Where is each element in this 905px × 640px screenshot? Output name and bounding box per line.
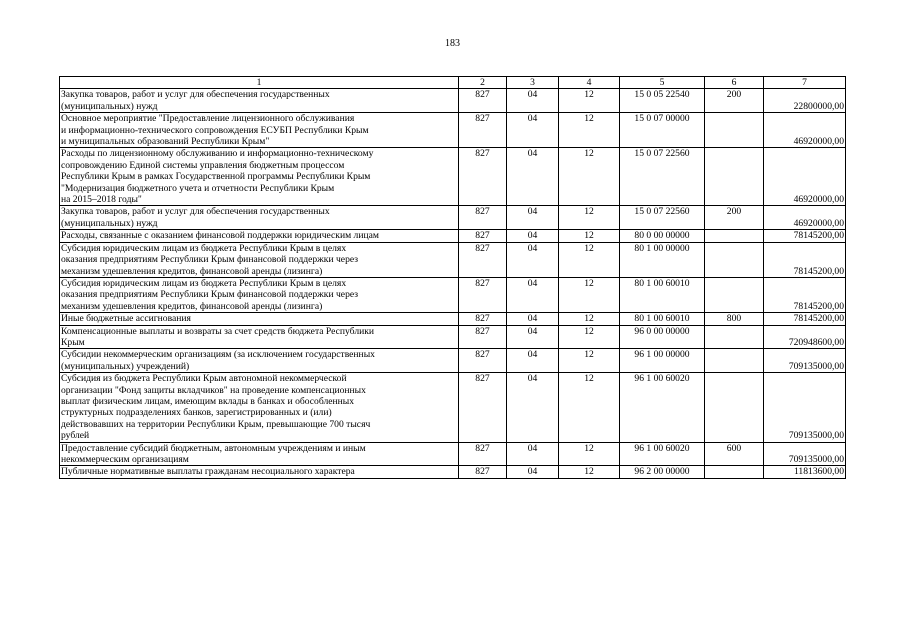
row-subsection-code: 12 xyxy=(559,466,620,478)
row-description: Предоставление субсидий бюджетным, автономным учреждениям и иным некоммерческим организациям xyxy=(60,442,459,466)
column-header-4: 4 xyxy=(559,77,620,89)
row-ministry-code: 827 xyxy=(459,442,507,466)
row-subsection-code: 12 xyxy=(559,277,620,312)
row-target-article: 80 1 00 60010 xyxy=(620,313,705,325)
row-ministry-code: 827 xyxy=(459,277,507,312)
row-subsection-code: 12 xyxy=(559,89,620,113)
table-row xyxy=(60,442,846,466)
row-expense-type xyxy=(705,373,764,442)
budget-table-body xyxy=(60,77,846,479)
column-header-7: 7 xyxy=(764,77,846,89)
column-number-row xyxy=(60,77,846,89)
row-ministry-code: 827 xyxy=(459,113,507,148)
row-subsection-code: 12 xyxy=(559,230,620,242)
row-expense-type xyxy=(705,466,764,478)
row-description: Публичные нормативные выплаты гражданам несоциального характера xyxy=(60,466,459,478)
row-section-code: 04 xyxy=(507,349,559,373)
row-amount: 46920000,00 xyxy=(764,113,846,148)
row-target-article: 15 0 07 00000 xyxy=(620,113,705,148)
row-description: Расходы по лицензионному обслуживанию и информационно-техническому сопровождению Единой системы управления бюджетным процессом Республики Крым в рамках Государственной программы Республики Крым "Модернизация бюджетного учета и отчетности Республики Крым на 2015–2018 годы" xyxy=(60,148,459,206)
row-amount: 720948600,00 xyxy=(764,325,846,349)
row-subsection-code: 12 xyxy=(559,206,620,230)
row-expense-type xyxy=(705,325,764,349)
row-description: Расходы, связанные с оказанием финансовой поддержки юридическим лицам xyxy=(60,230,459,242)
row-target-article: 15 0 07 22560 xyxy=(620,206,705,230)
table-row xyxy=(60,466,846,478)
row-target-article: 15 0 05 22540 xyxy=(620,89,705,113)
row-expense-type xyxy=(705,113,764,148)
row-expense-type: 600 xyxy=(705,442,764,466)
row-subsection-code: 12 xyxy=(559,313,620,325)
row-target-article: 96 0 00 00000 xyxy=(620,325,705,349)
column-header-5: 5 xyxy=(620,77,705,89)
budget-table xyxy=(59,76,846,479)
row-ministry-code: 827 xyxy=(459,148,507,206)
row-description: Субсидии некоммерческим организациям (за исключением государственных (муниципальных) учреждений) xyxy=(60,349,459,373)
row-section-code: 04 xyxy=(507,466,559,478)
row-amount: 22800000,00 xyxy=(764,89,846,113)
row-amount: 709135000,00 xyxy=(764,373,846,442)
row-expense-type xyxy=(705,230,764,242)
row-section-code: 04 xyxy=(507,206,559,230)
row-amount: 78145200,00 xyxy=(764,230,846,242)
row-expense-type xyxy=(705,242,764,277)
row-ministry-code: 827 xyxy=(459,373,507,442)
row-amount: 78145200,00 xyxy=(764,242,846,277)
row-description: Закупка товаров, работ и услуг для обеспечения государственных (муниципальных) нужд xyxy=(60,206,459,230)
row-expense-type xyxy=(705,277,764,312)
row-section-code: 04 xyxy=(507,113,559,148)
row-target-article: 80 0 00 00000 xyxy=(620,230,705,242)
row-target-article: 96 1 00 60020 xyxy=(620,442,705,466)
table-row xyxy=(60,242,846,277)
row-amount: 709135000,00 xyxy=(764,442,846,466)
row-ministry-code: 827 xyxy=(459,466,507,478)
row-target-article: 96 2 00 00000 xyxy=(620,466,705,478)
column-header-3: 3 xyxy=(507,77,559,89)
row-expense-type: 800 xyxy=(705,313,764,325)
row-subsection-code: 12 xyxy=(559,373,620,442)
row-amount: 46920000,00 xyxy=(764,148,846,206)
column-header-6: 6 xyxy=(705,77,764,89)
row-description: Субсидия юридическим лицам из бюджета Республики Крым в целях оказания предприятиям Республики Крым финансовой поддержки через механизм удешевления кредитов, финансовой аренды (лизинга) xyxy=(60,277,459,312)
row-section-code: 04 xyxy=(507,148,559,206)
row-section-code: 04 xyxy=(507,325,559,349)
table-row xyxy=(60,349,846,373)
row-subsection-code: 12 xyxy=(559,325,620,349)
row-subsection-code: 12 xyxy=(559,242,620,277)
row-description: Субсидия из бюджета Республики Крым автономной некоммерческой организации "Фонд защиты вкладчиков" на проведение компенсационных выплат физическим лицам, имеющим вклады в банках и обособленных структурных подразделениях банков, зарегистрированных и (или) действовавших на территории Республики Крым, превышающие 700 тысяч рублей xyxy=(60,373,459,442)
row-subsection-code: 12 xyxy=(559,349,620,373)
row-target-article: 15 0 07 22560 xyxy=(620,148,705,206)
table-row xyxy=(60,89,846,113)
row-expense-type: 200 xyxy=(705,89,764,113)
column-header-2: 2 xyxy=(459,77,507,89)
row-subsection-code: 12 xyxy=(559,148,620,206)
row-expense-type xyxy=(705,148,764,206)
table-row xyxy=(60,206,846,230)
table-row xyxy=(60,325,846,349)
row-ministry-code: 827 xyxy=(459,230,507,242)
row-amount: 78145200,00 xyxy=(764,277,846,312)
row-amount: 46920000,00 xyxy=(764,206,846,230)
row-amount: 78145200,00 xyxy=(764,313,846,325)
row-ministry-code: 827 xyxy=(459,313,507,325)
row-section-code: 04 xyxy=(507,277,559,312)
table-row xyxy=(60,313,846,325)
row-ministry-code: 827 xyxy=(459,206,507,230)
row-section-code: 04 xyxy=(507,242,559,277)
column-header-1: 1 xyxy=(60,77,459,89)
row-target-article: 80 1 00 60010 xyxy=(620,277,705,312)
row-section-code: 04 xyxy=(507,313,559,325)
row-amount: 11813600,00 xyxy=(764,466,846,478)
table-row xyxy=(60,113,846,148)
row-expense-type: 200 xyxy=(705,206,764,230)
row-ministry-code: 827 xyxy=(459,325,507,349)
row-subsection-code: 12 xyxy=(559,113,620,148)
page-number: 183 xyxy=(445,38,460,49)
row-expense-type xyxy=(705,349,764,373)
row-ministry-code: 827 xyxy=(459,89,507,113)
row-amount: 709135000,00 xyxy=(764,349,846,373)
row-description: Субсидия юридическим лицам из бюджета Республики Крым в целях оказания предприятиям Республики Крым финансовой поддержки через механизм удешевления кредитов, финансовой аренды (лизинга) xyxy=(60,242,459,277)
row-description: Иные бюджетные ассигнования xyxy=(60,313,459,325)
table-row xyxy=(60,277,846,312)
row-section-code: 04 xyxy=(507,89,559,113)
row-subsection-code: 12 xyxy=(559,442,620,466)
row-ministry-code: 827 xyxy=(459,242,507,277)
table-row xyxy=(60,148,846,206)
row-target-article: 96 1 00 00000 xyxy=(620,349,705,373)
row-section-code: 04 xyxy=(507,373,559,442)
row-description: Компенсационные выплаты и возвраты за счет средств бюджета Республики Крым xyxy=(60,325,459,349)
table-row xyxy=(60,230,846,242)
table-row xyxy=(60,373,846,442)
row-description: Основное мероприятие "Предоставление лицензионного обслуживания и информационно-технического сопровождения ЕСУБП Республики Крым и муниципальных образований Республики Крым" xyxy=(60,113,459,148)
row-target-article: 96 1 00 60020 xyxy=(620,373,705,442)
row-target-article: 80 1 00 00000 xyxy=(620,242,705,277)
row-section-code: 04 xyxy=(507,230,559,242)
row-section-code: 04 xyxy=(507,442,559,466)
row-ministry-code: 827 xyxy=(459,349,507,373)
row-description: Закупка товаров, работ и услуг для обеспечения государственных (муниципальных) нужд xyxy=(60,89,459,113)
